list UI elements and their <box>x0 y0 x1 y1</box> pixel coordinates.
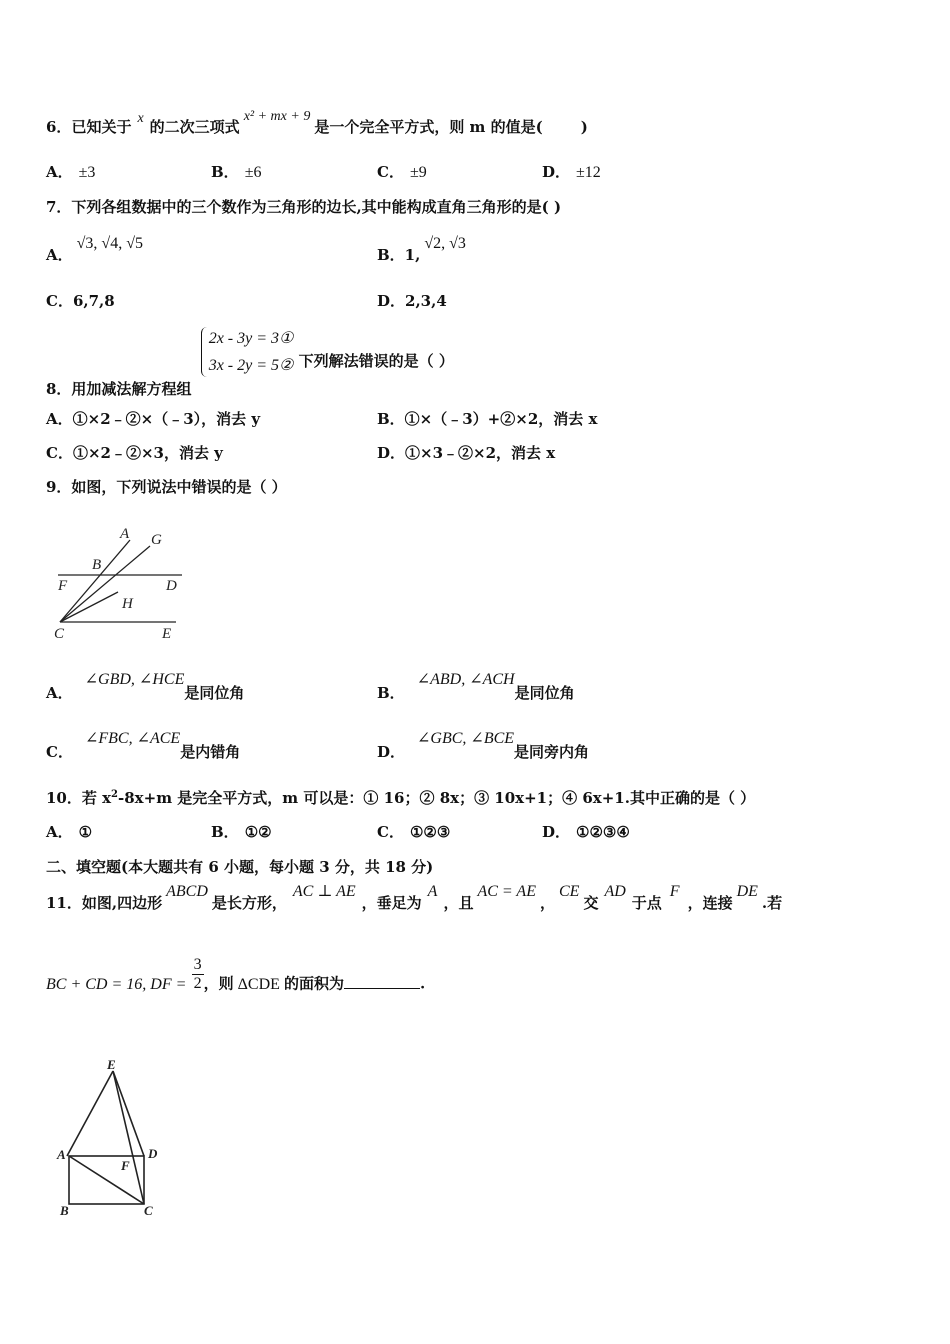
q6-option-d <box>542 161 601 182</box>
q9-label-h: H <box>122 596 133 612</box>
q11-text-1: 是长方形， <box>211 894 287 912</box>
q10-option-b-value: ①② <box>244 823 272 841</box>
q11-math-ad: AD <box>604 883 626 900</box>
q9-option-b-letter: B． <box>377 684 405 702</box>
q8-equation-2: 3x - 2y = 5② <box>208 357 294 374</box>
q9-option-d-text: 是同旁内角 <box>514 743 590 761</box>
q11-text-8: .若 <box>761 894 783 912</box>
q6-number: 6． <box>46 118 72 136</box>
q6-text3: 是一个完全平方式，则 m 的值是( <box>314 118 543 136</box>
q9-option-b <box>377 668 575 702</box>
q11-text-5: 交 <box>583 894 599 912</box>
q11-label-b: B <box>60 1203 69 1218</box>
q10-option-a-value: ① <box>78 823 93 841</box>
q7-option-b <box>377 232 466 262</box>
q9-option-b-math: ∠ABD, ∠ACH <box>416 671 515 688</box>
q10-stem-after: -8x+m 是完全平方式，m 可以是：① 16；② 8x；③ 10x+1；④ 6x+1.其中正确的是（ ） <box>118 789 756 807</box>
q11-label-d: D <box>148 1146 158 1161</box>
q7-option-a <box>46 232 143 262</box>
q11-math-a: A <box>427 883 438 900</box>
q11-label-c: C <box>144 1203 153 1218</box>
q9-option-a <box>46 668 244 702</box>
q11-line2-text-1: ，则 <box>203 974 234 993</box>
q9-option-c-letter: C． <box>46 743 73 761</box>
q9-option-c <box>46 727 240 761</box>
q9-figure <box>50 520 195 645</box>
q11-text-4: ， <box>539 894 555 912</box>
q11-line-ec <box>113 1071 144 1204</box>
q6-paren-close: ) <box>580 118 588 136</box>
q11-label-f: F <box>121 1158 130 1173</box>
q9-label-d: D <box>166 578 177 594</box>
q9-label-g: G <box>151 532 162 548</box>
q8-option-b: B．①×（﹣3）+②×2，消去 x <box>377 410 598 428</box>
q11-line-ed <box>113 1071 144 1156</box>
q11-fraction-numerator: 3 <box>193 956 202 973</box>
q9-option-d-math: ∠GBC, ∠BCE <box>417 730 515 747</box>
q8-equation-1: 2x - 3y = 3① <box>208 330 294 347</box>
q10-option-d-value: ①②③④ <box>576 823 630 841</box>
q10-option-c <box>377 821 450 842</box>
q9-stem: 9．如图，下列说法中错误的是（ ） <box>46 478 287 496</box>
q11-math-eq: AC = AE <box>477 883 536 900</box>
q6-option-c-letter: C． <box>377 163 404 181</box>
q8-system <box>201 325 294 379</box>
q11-math-perp: AC ⊥ AE <box>292 883 356 900</box>
q10-option-a-letter: A． <box>46 823 73 841</box>
q11-text-3: ，且 <box>443 894 474 912</box>
q6-option-d-letter: D． <box>542 163 571 181</box>
q11-label-a: A <box>57 1147 66 1162</box>
q8-suffix: 下列解法错误的是（ ） <box>298 352 454 370</box>
q11-math-de: DE <box>736 883 758 900</box>
q7-option-b-math: √2, √3 <box>424 235 466 252</box>
q9-line-ca <box>60 540 130 622</box>
q9-option-d <box>377 727 589 761</box>
q8-option-a: A．①×2﹣②×（﹣3），消去 y <box>46 410 261 428</box>
q9-label-c: C <box>54 626 65 642</box>
q11-math-abcd: ABCD <box>166 883 208 900</box>
q7-option-d: D．2,3,4 <box>377 292 447 310</box>
section-2-title: 二、填空题(本大题共有 6 小题，每小题 3 分，共 18 分) <box>46 858 434 876</box>
q11-number: 11．如图,四边形 <box>46 894 163 912</box>
q10-option-d-letter: D． <box>542 823 571 841</box>
q6-option-a-letter: A． <box>46 163 73 181</box>
q11-text-6: 于点 <box>631 894 662 912</box>
q9-line-ch <box>60 592 118 622</box>
q9-option-c-math: ∠FBC, ∠ACE <box>84 730 181 747</box>
q10-option-b-letter: B． <box>211 823 239 841</box>
q9-option-b-text: 是同位角 <box>514 684 575 702</box>
q6-option-b <box>211 161 261 182</box>
q9-option-c-text: 是内错角 <box>180 743 241 761</box>
q11-line-ac <box>69 1156 144 1204</box>
q6-text1: 已知关于 <box>71 118 132 136</box>
q9-label-f: F <box>58 578 68 594</box>
q11-figure <box>55 1058 170 1223</box>
q6-option-b-letter: B． <box>211 163 239 181</box>
q11-math-f: F <box>669 883 680 900</box>
q6-option-d-value: ±12 <box>576 164 601 181</box>
q10-option-d <box>542 821 630 842</box>
q8-option-c: C．①×2﹣②×3，消去 y <box>46 444 223 462</box>
q6-option-a-value: ±3 <box>78 164 96 181</box>
q6-var-x: x <box>137 111 144 126</box>
q9-option-d-letter: D． <box>377 743 406 761</box>
q8-left-brace <box>201 327 208 377</box>
q9-label-b: B <box>92 557 102 573</box>
q11-stem-line1 <box>46 880 782 916</box>
q9-option-a-letter: A． <box>46 684 73 702</box>
q11-line2-text-2: 的面积为 <box>283 974 344 993</box>
q7-option-a-math: √3, √4, √5 <box>76 235 143 252</box>
q8-option-d: D．①×3﹣②×2，消去 x <box>377 444 556 462</box>
q11-label-e: E <box>107 1058 116 1072</box>
q6-expr: x² + mx + 9 <box>243 109 311 124</box>
q9-option-a-math: ∠GBD, ∠HCE <box>84 671 185 688</box>
q9-label-a: A <box>120 526 130 542</box>
q10-stem <box>46 787 755 808</box>
q6-text2: 的二次三项式 <box>149 118 240 136</box>
q7-option-a-letter: A． <box>46 246 73 264</box>
q8-stem <box>46 325 454 398</box>
q9-label-e: E <box>162 626 172 642</box>
q11-line-ea <box>67 1071 113 1156</box>
q6-option-b-value: ±6 <box>244 164 262 181</box>
q11-text-7: ，连接 <box>687 894 733 912</box>
q8-prefix: 8．用加减法解方程组 <box>46 380 192 398</box>
q6-option-c <box>377 161 427 182</box>
q10-superscript: 2 <box>111 789 119 800</box>
q11-answer-blank[interactable] <box>344 974 420 989</box>
q7-stem: 7．下列各组数据中的三个数作为三角形的边长,其中能构成直角三角形的是( ) <box>46 198 562 216</box>
q10-option-b <box>211 821 272 842</box>
q6-stem <box>46 104 588 144</box>
q10-option-a <box>46 821 92 842</box>
q9-option-a-text: 是同位角 <box>184 684 245 702</box>
q10-option-c-letter: C． <box>377 823 404 841</box>
q10-stem-before: 10．若 x <box>46 789 112 807</box>
q7-option-b-letter: B．1, <box>377 246 421 264</box>
q11-line2-end: . <box>419 974 426 993</box>
q11-fraction <box>192 956 204 993</box>
q11-math-line2: BC + CD = 16, DF = <box>46 975 187 993</box>
q11-math-ce: CE <box>558 883 580 900</box>
q11-math-triangle: ΔCDE <box>237 975 280 993</box>
q11-stem-line2 <box>46 956 426 1012</box>
q7-option-c: C．6,7,8 <box>46 292 115 310</box>
q9-line-cg <box>60 546 150 622</box>
q6-option-c-value: ±9 <box>409 164 427 181</box>
q11-text-2: ，垂足为 <box>361 894 422 912</box>
q10-option-c-value: ①②③ <box>409 823 451 841</box>
q6-option-a <box>46 161 95 182</box>
q11-fraction-denominator: 2 <box>193 975 202 992</box>
